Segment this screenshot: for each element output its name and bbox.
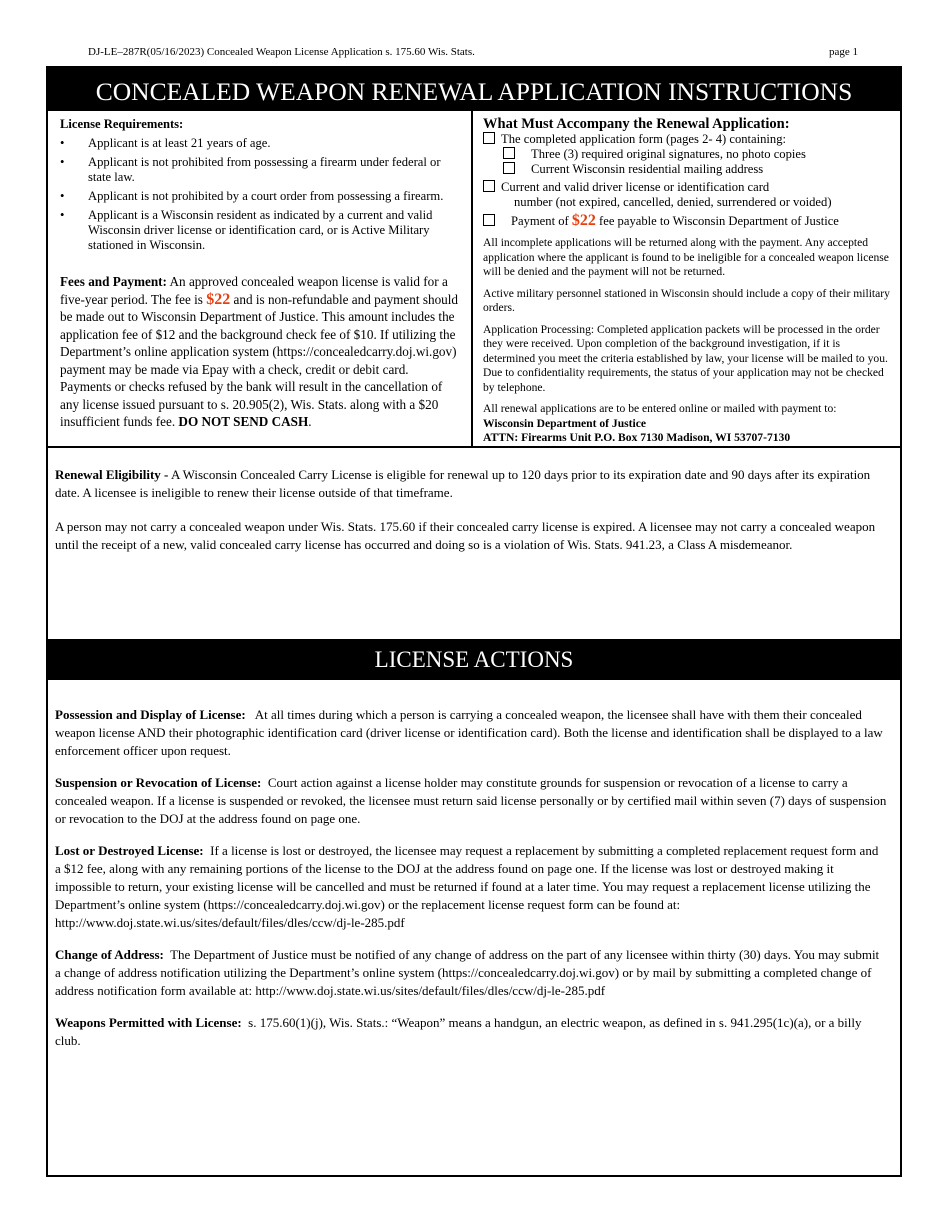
no-cash-warning: DO NOT SEND CASH bbox=[178, 414, 309, 429]
renewal-text-2: A person may not carry a concealed weapon under Wis. Stats. 175.60 if their concealed carry license is expired. A licensee may not carry a concealed weapon until the receipt of a new, valid concealed carry license has occurred and doing so is a violation of Wis. Stats. 941.23, a Class A misdemeanor. bbox=[55, 519, 876, 552]
renewal-title: Renewal Eligibility - bbox=[55, 467, 169, 482]
checklist-text: Current and valid driver license or identification card bbox=[501, 180, 770, 194]
checkbox-address[interactable] bbox=[503, 162, 515, 174]
fees-text-1: An approved concealed weapon license is valid for a five-year period. The fee is bbox=[60, 274, 448, 307]
action-text: The Department of Justice must be notified of any change of address on the part of any licensee within thirty (30) days. You may submit a change of address notification utilizing the Department’s online system (https://concealedcarry.doj.wi.gov) or by mail by submitting a completed change of address notification form available at: http://www.doj.state.wi.us/sites/default/files/dles/ccw/dj-le-285.pdf bbox=[55, 947, 880, 998]
action-text: s. 175.60(1)(j), Wis. Stats.: “Weapon” means a handgun, an electric weapon, as defined in s. 941.295(1c)(a), or a billy club. bbox=[55, 1015, 862, 1048]
checkbox-form[interactable] bbox=[483, 132, 495, 144]
renewal-eligibility-section bbox=[55, 466, 887, 554]
checklist-text: Current Wisconsin residential mailing address bbox=[531, 162, 764, 176]
bullet: • bbox=[60, 155, 65, 169]
checklist-item-license bbox=[483, 180, 890, 210]
incomplete-applications-note: All incomplete applications will be returned along with the payment. Any accepted application where the applicant is found to be ineligible for a concealed weapon license will be denied and the payment will not be returned. bbox=[483, 236, 889, 278]
form-frame bbox=[46, 66, 902, 1177]
requirement-item bbox=[60, 189, 463, 204]
bullet: • bbox=[60, 189, 65, 203]
fee-amount: $22 bbox=[206, 290, 231, 308]
action-address bbox=[55, 946, 887, 1000]
action-lost bbox=[55, 842, 887, 932]
action-text: Court action against a license holder may constitute grounds for suspension or revocation of a license to carry a concealed weapon. If a license is suspended or revoked, the licensee must return said license personally or by certified mail within seven (7) days of suspension or revocation to the DOJ at the address found on page one. bbox=[55, 775, 887, 826]
action-title: Possession and Display of License: bbox=[55, 707, 246, 722]
requirement-text: Applicant is not prohibited by a court order from possessing a firearm. bbox=[88, 189, 444, 203]
license-requirements-column bbox=[48, 111, 473, 448]
checklist-text: The completed application form (pages 2- 4) containing: bbox=[501, 132, 787, 146]
checkbox-license[interactable] bbox=[483, 180, 495, 192]
action-title: Lost or Destroyed License: bbox=[55, 843, 204, 858]
accompany-title: What Must Accompany the Renewal Application: bbox=[483, 116, 790, 132]
instructions-banner: CONCEALED WEAPON RENEWAL APPLICATION INSTRUCTIONS bbox=[48, 68, 900, 111]
payment-amount: $22 bbox=[571, 212, 596, 229]
action-possession bbox=[55, 706, 887, 760]
mailing-address-line-2: ATTN: Firearms Unit P.O. Box 7130 Madison, WI 53707-7130 bbox=[483, 431, 791, 444]
form-id: DJ-LE–287R(05/16/2023) Concealed Weapon License Application s. 175.60 Wis. Stats. bbox=[88, 46, 475, 58]
page-number: page 1 bbox=[829, 46, 859, 58]
requirement-text: Applicant is at least 21 years of age. bbox=[88, 136, 271, 150]
mailing-address-line-1: Wisconsin Department of Justice bbox=[483, 416, 647, 430]
checkbox-payment[interactable] bbox=[483, 214, 495, 226]
fees-title: Fees and Payment: bbox=[60, 274, 167, 289]
processing-note: Application Processing: Completed application packets will be processed in the order they were received. Upon completion of the background investigation, if it is determined you meet the criteria established by law, your license will be mailed to you. Due to confidentiality requirements, the status of your application may not be checked by telephone. bbox=[483, 322, 888, 394]
fees-and-payment bbox=[60, 273, 463, 431]
military-note: Active military personnel stationed in Wisconsin should include a copy of their military orders. bbox=[483, 286, 890, 314]
accompany-column bbox=[473, 111, 900, 448]
checklist-text: Three (3) required original signatures, no photo copies bbox=[531, 147, 806, 161]
action-text: If a license is lost or destroyed, the licensee may request a replacement by submitting a completed replacement request form and a $12 fee, along with any remaining portions of the license to the DOJ at the address found on page one. If the license was lost or destroyed making it impossible to return, your existing license will be cancelled and must be returned if found at a later time. You may request a replacement license utilizing the Department’s online system (https://concealedcarry.doj.wi.gov) or the replacement license request form can be found at: http://www.doj.state.wi.us/sites/default/files/dles/ccw/dj-le-285.pdf bbox=[55, 843, 879, 930]
requirement-item bbox=[60, 136, 463, 151]
action-suspension bbox=[55, 774, 887, 828]
requirement-item bbox=[60, 208, 463, 253]
checklist-item-form bbox=[483, 132, 890, 147]
checklist-text: Payment of bbox=[511, 214, 569, 228]
checkbox-signatures[interactable] bbox=[503, 147, 515, 159]
action-weapons bbox=[55, 1014, 887, 1050]
action-title: Weapons Permitted with License: bbox=[55, 1015, 242, 1030]
checklist-item-payment bbox=[483, 213, 890, 229]
fees-text-2: and is non-refundable and payment should be made out to Wisconsin Department of Justice. This amount includes the application fee of $12 and the background check fee of $10. If utilizing the Department’s online application system (https://concealedcarry.doj.wi.gov) payment may be made via Epay with a check, credit or debit card. Payments or checks refused by the bank will result in the cancellation of any license issued pursuant to s. 20.905(2), Wis. Stats. along with a $20 insufficient funds fee. bbox=[60, 291, 459, 429]
requirement-text: Applicant is a Wisconsin resident as indicated by a current and valid Wisconsin driver license or identification card, or is Active Military stationed in Wisconsin. bbox=[88, 208, 433, 252]
license-actions-banner: LICENSE ACTIONS bbox=[48, 639, 900, 680]
requirements-title: License Requirements: bbox=[60, 117, 184, 131]
action-title: Change of Address: bbox=[55, 947, 164, 962]
renewal-text-1: A Wisconsin Concealed Carry License is eligible for renewal up to 120 days prior to its expiration date and 90 days after its expiration date. A licensee is ineligible to renew their license outside of that timeframe. bbox=[55, 467, 871, 500]
bullet: • bbox=[60, 136, 65, 150]
checklist-subitem bbox=[483, 162, 890, 177]
checklist-subitem bbox=[483, 147, 890, 162]
checklist-text: number (not expired, cancelled, denied, surrendered or voided) bbox=[514, 195, 832, 209]
requirement-item bbox=[60, 155, 463, 185]
period: . bbox=[308, 414, 312, 429]
action-title: Suspension or Revocation of License: bbox=[55, 775, 262, 790]
license-actions-section bbox=[55, 706, 887, 1050]
checklist-text: fee payable to Wisconsin Department of Justice bbox=[599, 214, 839, 228]
mailing-note: All renewal applications are to be entered online or mailed with payment to: bbox=[483, 402, 837, 415]
bullet: • bbox=[60, 208, 65, 222]
requirement-text: Applicant is not prohibited from possessing a firearm under federal or state law. bbox=[88, 155, 441, 184]
action-text: At all times during which a person is carrying a concealed weapon, the licensee shall have with them their concealed weapon license AND their photographic identification card (driver license or identification card). Both the license and identification shall be displayed to a law enforcement officer upon request. bbox=[55, 707, 883, 758]
